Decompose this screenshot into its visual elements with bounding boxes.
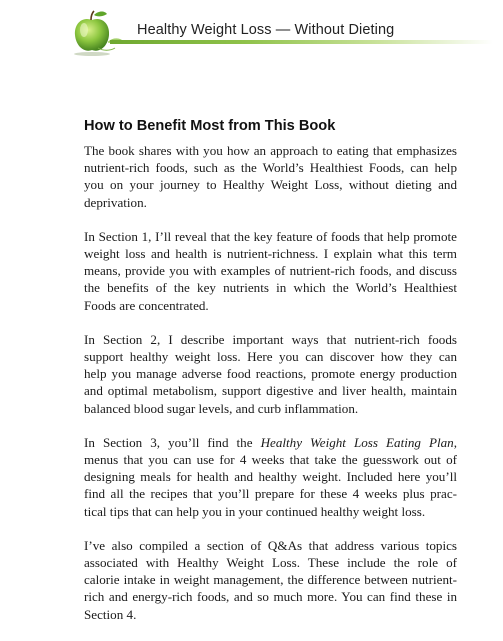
running-title: Healthy Weight Loss — Without Dieting <box>137 22 395 38</box>
text-line: tical tips that can help you in your continued healthy weight loss. <box>84 503 426 519</box>
text-line: Foods are concentrated. <box>84 297 209 313</box>
text-line: calorie intake in weight management, the difference between nutrient- <box>84 572 457 588</box>
eating-plan-title: Healthy Weight Loss Eating Plan <box>260 434 454 450</box>
paragraph-section-3 <box>84 434 457 520</box>
text-line: find all the recipes that you’ll prepare for these 4 weeks plus prac- <box>84 486 457 502</box>
text-line: nutrient-rich foods, such as the World’s Healthiest Foods, can help <box>84 160 457 176</box>
text-line: weight loss and health is nutrient-richness. I explain what this term <box>84 246 457 262</box>
text-line: deprivation. <box>84 194 147 210</box>
text-line: you on your journey to Healthy Weight Loss, without dieting and <box>84 177 457 193</box>
page-header <box>0 0 503 60</box>
text-line: the benefits of the key nutrients in which the World’s Healthiest <box>84 280 457 296</box>
paragraph-qa <box>84 537 457 623</box>
section-heading: How to Benefit Most from This Book <box>84 118 336 134</box>
text-line: and optimal metabolism, support digestive and liver health, maintain <box>84 383 457 399</box>
text-line: associated with Healthy Weight Loss. These include the role of <box>84 555 457 571</box>
text-line: means, provide you with examples of nutrient-rich foods, and discuss <box>84 263 457 279</box>
text-run: In Section 3, you’ll find the <box>84 434 261 450</box>
text-line: designing meals for health and healthy weight. Included here you’ll <box>84 469 457 485</box>
text-line: I’ve also compiled a section of Q&As that address various topics <box>84 537 457 553</box>
text-line: balanced blood sugar levels, and curb inflammation. <box>84 400 359 416</box>
green-apple-icon <box>68 8 130 56</box>
text-line: support healthy weight loss. Here you can discover how they can <box>84 349 457 365</box>
text-line: help you manage adverse food reactions, promote energy production <box>84 366 457 382</box>
text-line: The book shares with you how an approach to eating that emphasizes <box>84 143 457 158</box>
text-line <box>84 434 457 451</box>
text-line: rich and energy-rich foods, and so much more. You can find these in <box>84 589 457 605</box>
main-content <box>84 118 457 623</box>
text-line: In Section 1, I’ll reveal that the key feature of foods that help promote <box>84 228 457 244</box>
text-line: In Section 2, I describe important ways that nutrient-rich foods <box>84 331 457 347</box>
paragraph-section-2 <box>84 331 457 417</box>
text-run: , <box>453 434 457 450</box>
text-line: Section 4. <box>84 606 137 622</box>
paragraph-intro <box>84 142 457 211</box>
text-line: menus that you can use for 4 weeks that take the guesswork out of <box>84 452 457 468</box>
header-rule <box>110 40 493 44</box>
paragraph-section-1 <box>84 228 457 314</box>
